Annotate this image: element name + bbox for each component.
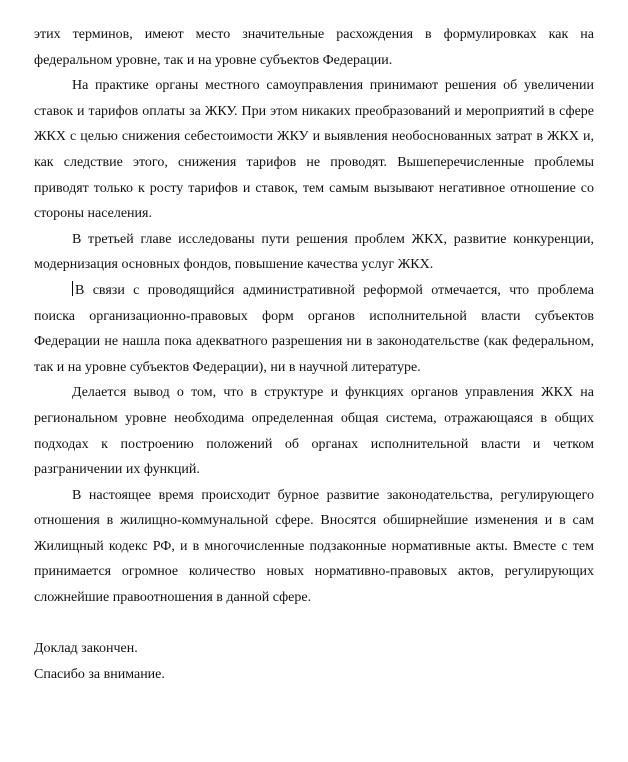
paragraph-continuation: этих терминов, имеют место значительные расхождения в формулировках как на федеральном уровне, так и на уровне субъектов Федерации. [34,27,594,68]
paragraph-conclusion: Делается вывод о том, что в структуре и функциях органов управления ЖКХ на региональном уровне необходима определенная общая система, отражающаяся в общих подходах к построению положений об органах исполнительной власти и четком разграничении их функций. [34,385,594,478]
paragraph-admin-reform-text: В связи с проводящийся административной реформой отмечается, что проблема поиска организационно-правовых форм органов исполнительной власти субъектов Федерации не нашла пока адекватного разрешения ни в законодательстве (как федеральном, так и на уровне субъектов Федерации), ни в научной литературе. [34,282,594,375]
closing-report-finished: Доклад закончен. [34,641,138,657]
paragraph-third-chapter: В третьей главе исследованы пути решения проблем ЖКХ, развитие конкуренции, модернизация основных фондов, повышение качества услуг ЖКХ. [34,231,594,273]
paragraph-legislation: В настоящее время происходит бурное развитие законодательства, регулирующего отношения в жилищно-коммунальной сфере. Вносятся обширнейшие изменения и в сам Жилищный кодекс РФ, и в многочисленные подзаконные нормативные акты. Вместе с тем принимается огромное количество новых нормативно-правовых актов, регулирующих сложнейшие правоотношения в данной сфере. [34,487,594,606]
text-cursor [72,281,73,296]
closing-thanks: Спасибо за внимание. [34,666,165,682]
paragraph-admin-reform [34,278,594,380]
blank-line [34,611,594,637]
document-body[interactable] [34,22,594,687]
paragraph-tariffs: На практике органы местного самоуправления принимают решения об увеличении ставок и тарифов оплаты за ЖКУ. При этом никаких преобразований и мероприятий в сфере ЖКХ с целью снижения себестоимости ЖКУ и выявления необоснованных затрат в ЖКХ и, как следствие этого, снижения тарифов не проводят. Вышеперечисленные проблемы приводят только к росту тарифов и ставок, тем самым вызывают негативное отношение со стороны населения. [34,78,594,222]
